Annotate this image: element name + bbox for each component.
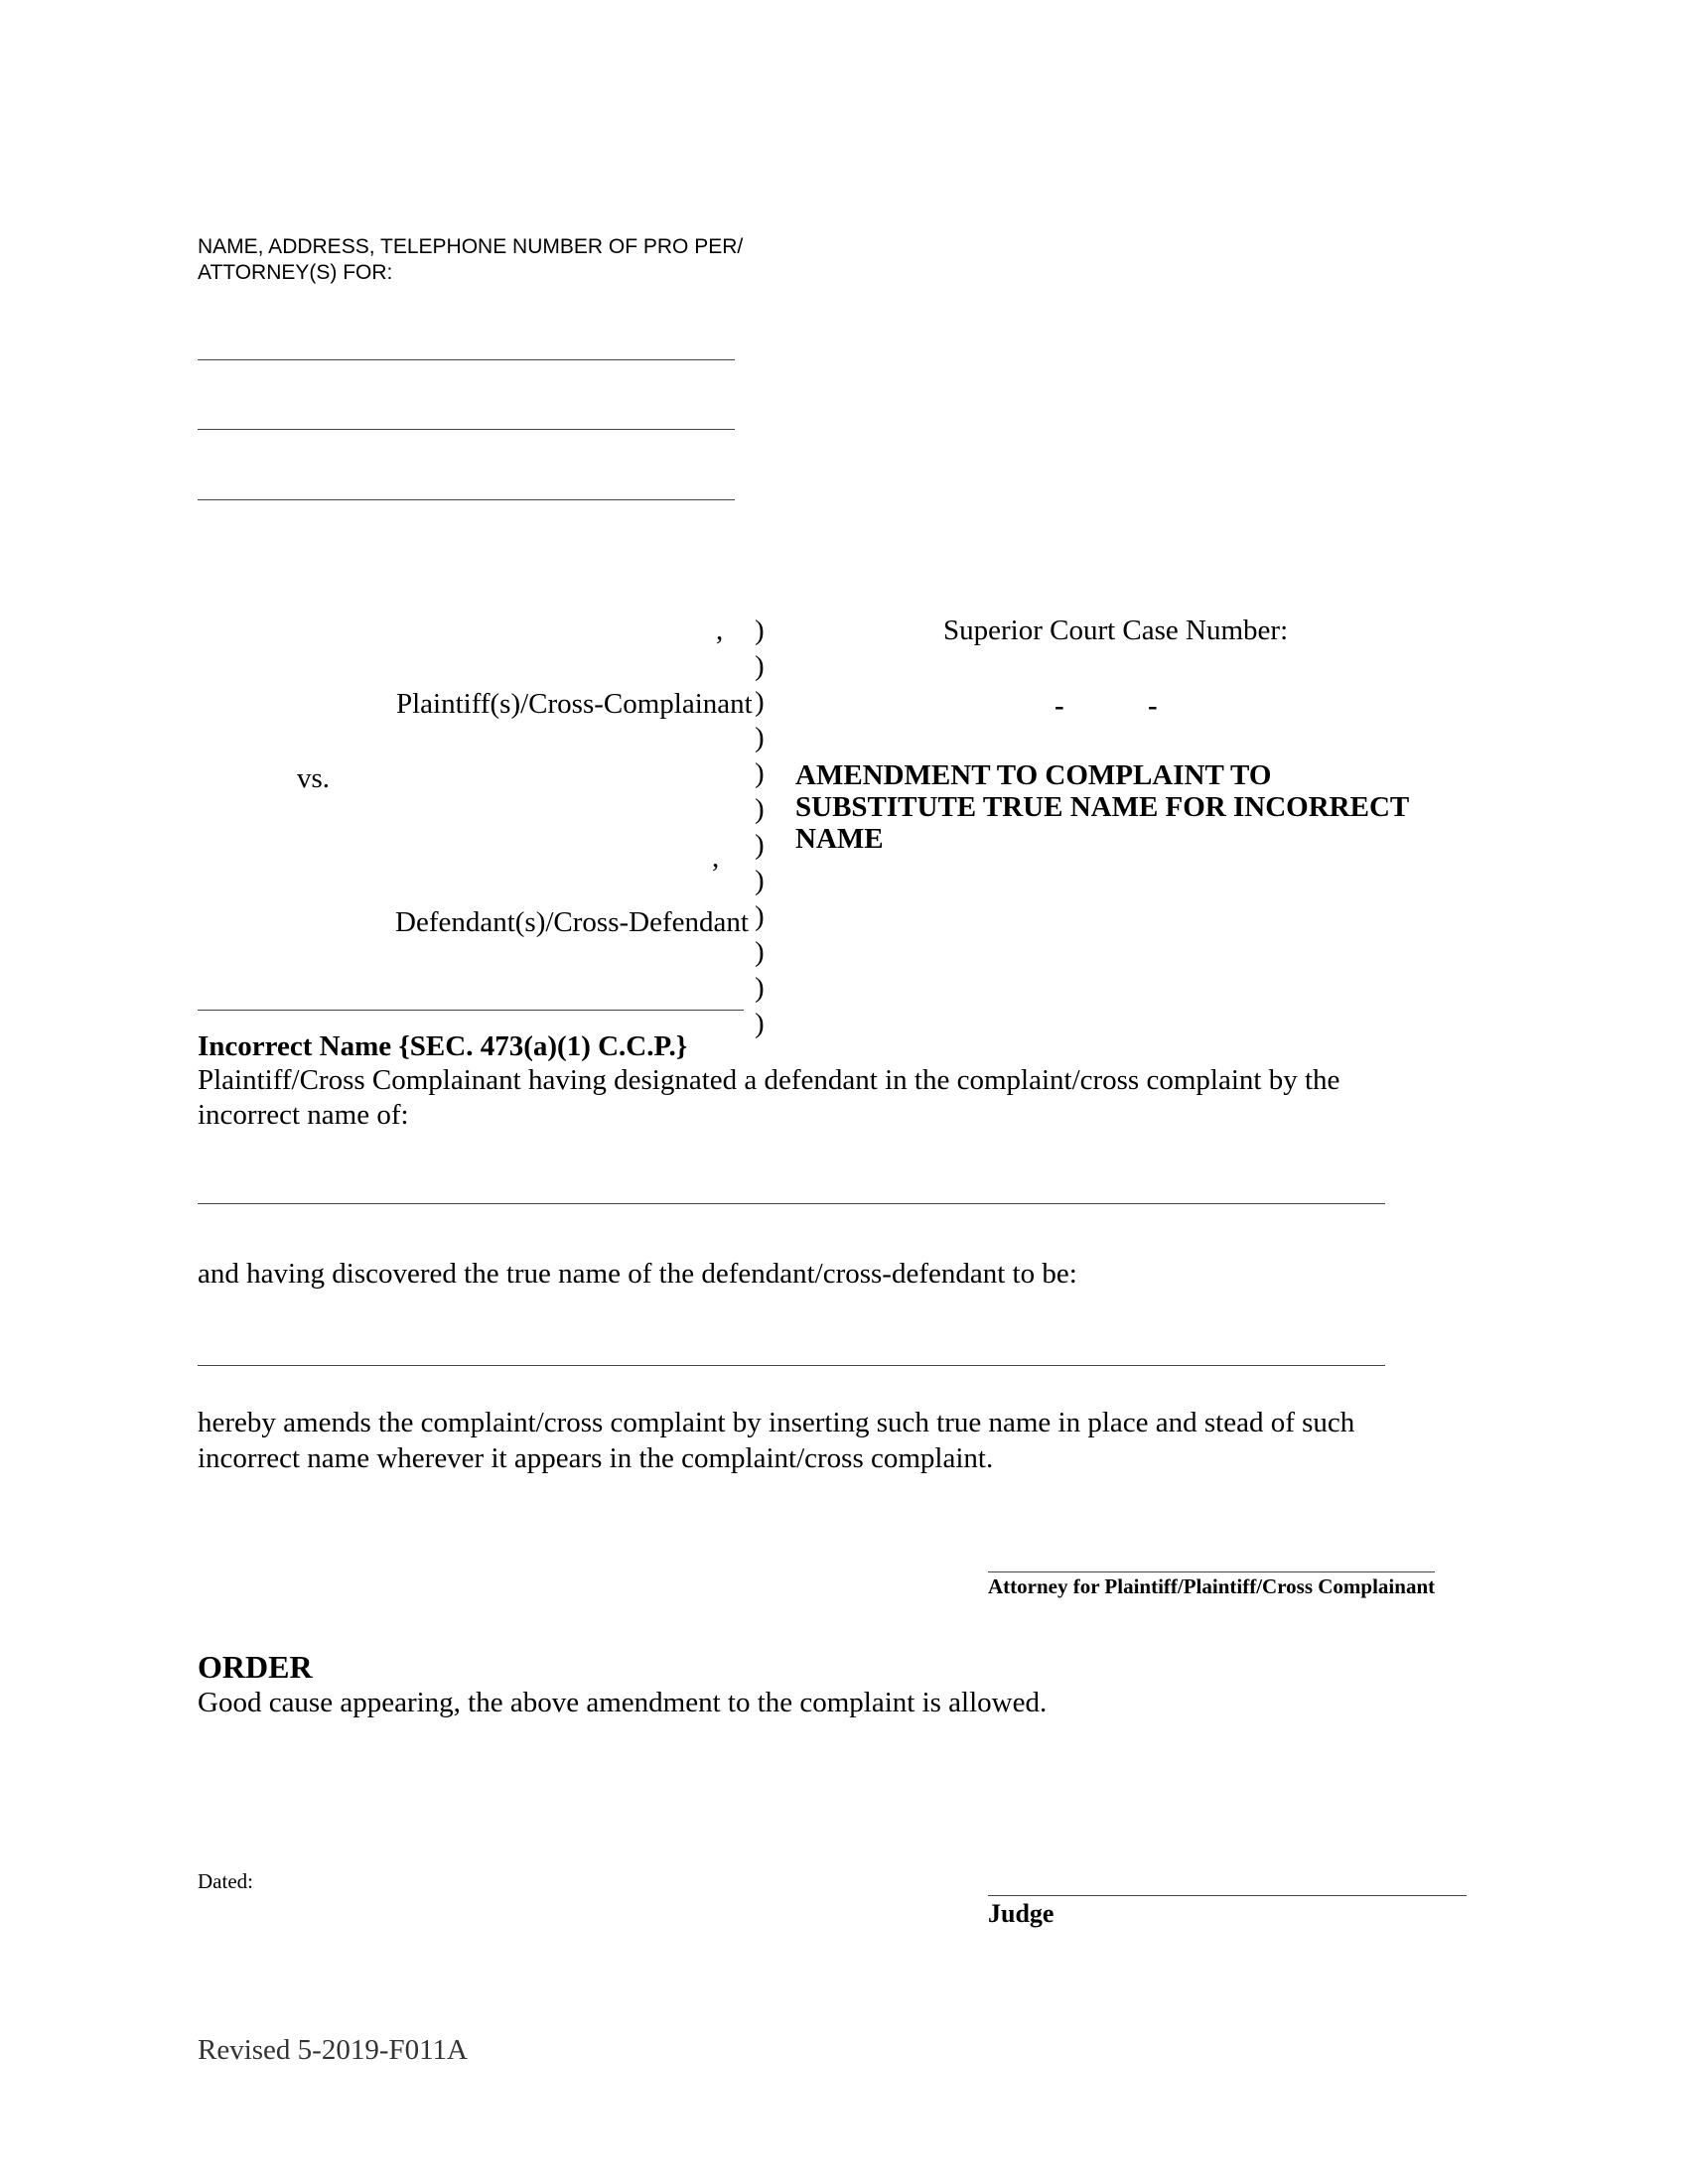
paragraph-3-line2: incorrect name wherever it appears in the complaint/cross complaint.: [198, 1442, 994, 1474]
paragraph-2: and having discovered the true name of the defendant/cross-defendant to be:: [198, 1258, 1077, 1290]
order-text: Good cause appearing, the above amendment to the complaint is allowed.: [198, 1687, 1048, 1718]
plaintiff-label: Plaintiff(s)/Cross-Complainant: [396, 688, 753, 720]
defendant-label: Defendant(s)/Cross-Defendant: [395, 906, 749, 938]
true-name-field[interactable]: [198, 1365, 1385, 1366]
caption-paren: ): [755, 829, 765, 861]
caption-paren: ): [755, 614, 765, 646]
document-title-line3: NAME: [795, 823, 884, 855]
judge-label: Judge: [988, 1899, 1055, 1928]
order-heading: ORDER: [198, 1649, 313, 1685]
caption-paren: ): [755, 900, 765, 932]
caption-paren: ): [755, 793, 765, 825]
caption-paren: ): [755, 650, 765, 682]
defendant-comma: ,: [712, 842, 720, 874]
paragraph-3-line1: hereby amends the complaint/cross complaint by inserting such true name in place and stead of such: [198, 1407, 1355, 1438]
vs-label: vs.: [297, 762, 331, 794]
judge-signature-line[interactable]: [988, 1895, 1467, 1896]
document-title-line2: SUBSTITUTE TRUE NAME FOR INCORRECT: [795, 791, 1410, 823]
plaintiff-comma: ,: [716, 614, 724, 646]
attorney-info-line-2[interactable]: [198, 429, 735, 430]
attorney-signature-label: Attorney for Plaintiff/Plaintiff/Cross Complainant: [988, 1574, 1436, 1598]
paragraph-1-line2: incorrect name of:: [198, 1099, 409, 1131]
caption-paren: ): [755, 865, 765, 896]
caption-paren: ): [755, 757, 765, 789]
case-number-dash-1[interactable]: -: [1055, 690, 1064, 722]
revision-label: Revised 5-2019-F011A: [198, 2034, 468, 2066]
attorney-info-label-line2: ATTORNEY(S) FOR:: [198, 261, 393, 284]
caption-paren: ): [755, 972, 765, 1004]
caption-paren: ): [755, 936, 765, 968]
caption-paren: ): [755, 722, 765, 753]
incorrect-name-field[interactable]: [198, 1203, 1385, 1204]
attorney-signature-line[interactable]: [988, 1571, 1435, 1572]
caption-paren: ): [755, 1008, 765, 1039]
attorney-info-line-3[interactable]: [198, 499, 735, 500]
dated-label: Dated:: [198, 1869, 253, 1893]
case-number-label: Superior Court Case Number:: [943, 614, 1289, 646]
caption-paren: ): [755, 686, 765, 718]
attorney-info-label-line1: NAME, ADDRESS, TELEPHONE NUMBER OF PRO PER/: [198, 235, 744, 258]
caption-bottom-line: [198, 1010, 744, 1011]
document-title-line1: AMENDMENT TO COMPLAINT TO: [795, 759, 1272, 791]
case-number-dash-2[interactable]: -: [1148, 690, 1158, 722]
section-heading: Incorrect Name {SEC. 473(a)(1) C.C.P.}: [198, 1030, 688, 1062]
paragraph-1-line1: Plaintiff/Cross Complainant having designated a defendant in the complaint/cross complaint by the: [198, 1064, 1340, 1096]
attorney-info-line-1[interactable]: [198, 359, 735, 360]
